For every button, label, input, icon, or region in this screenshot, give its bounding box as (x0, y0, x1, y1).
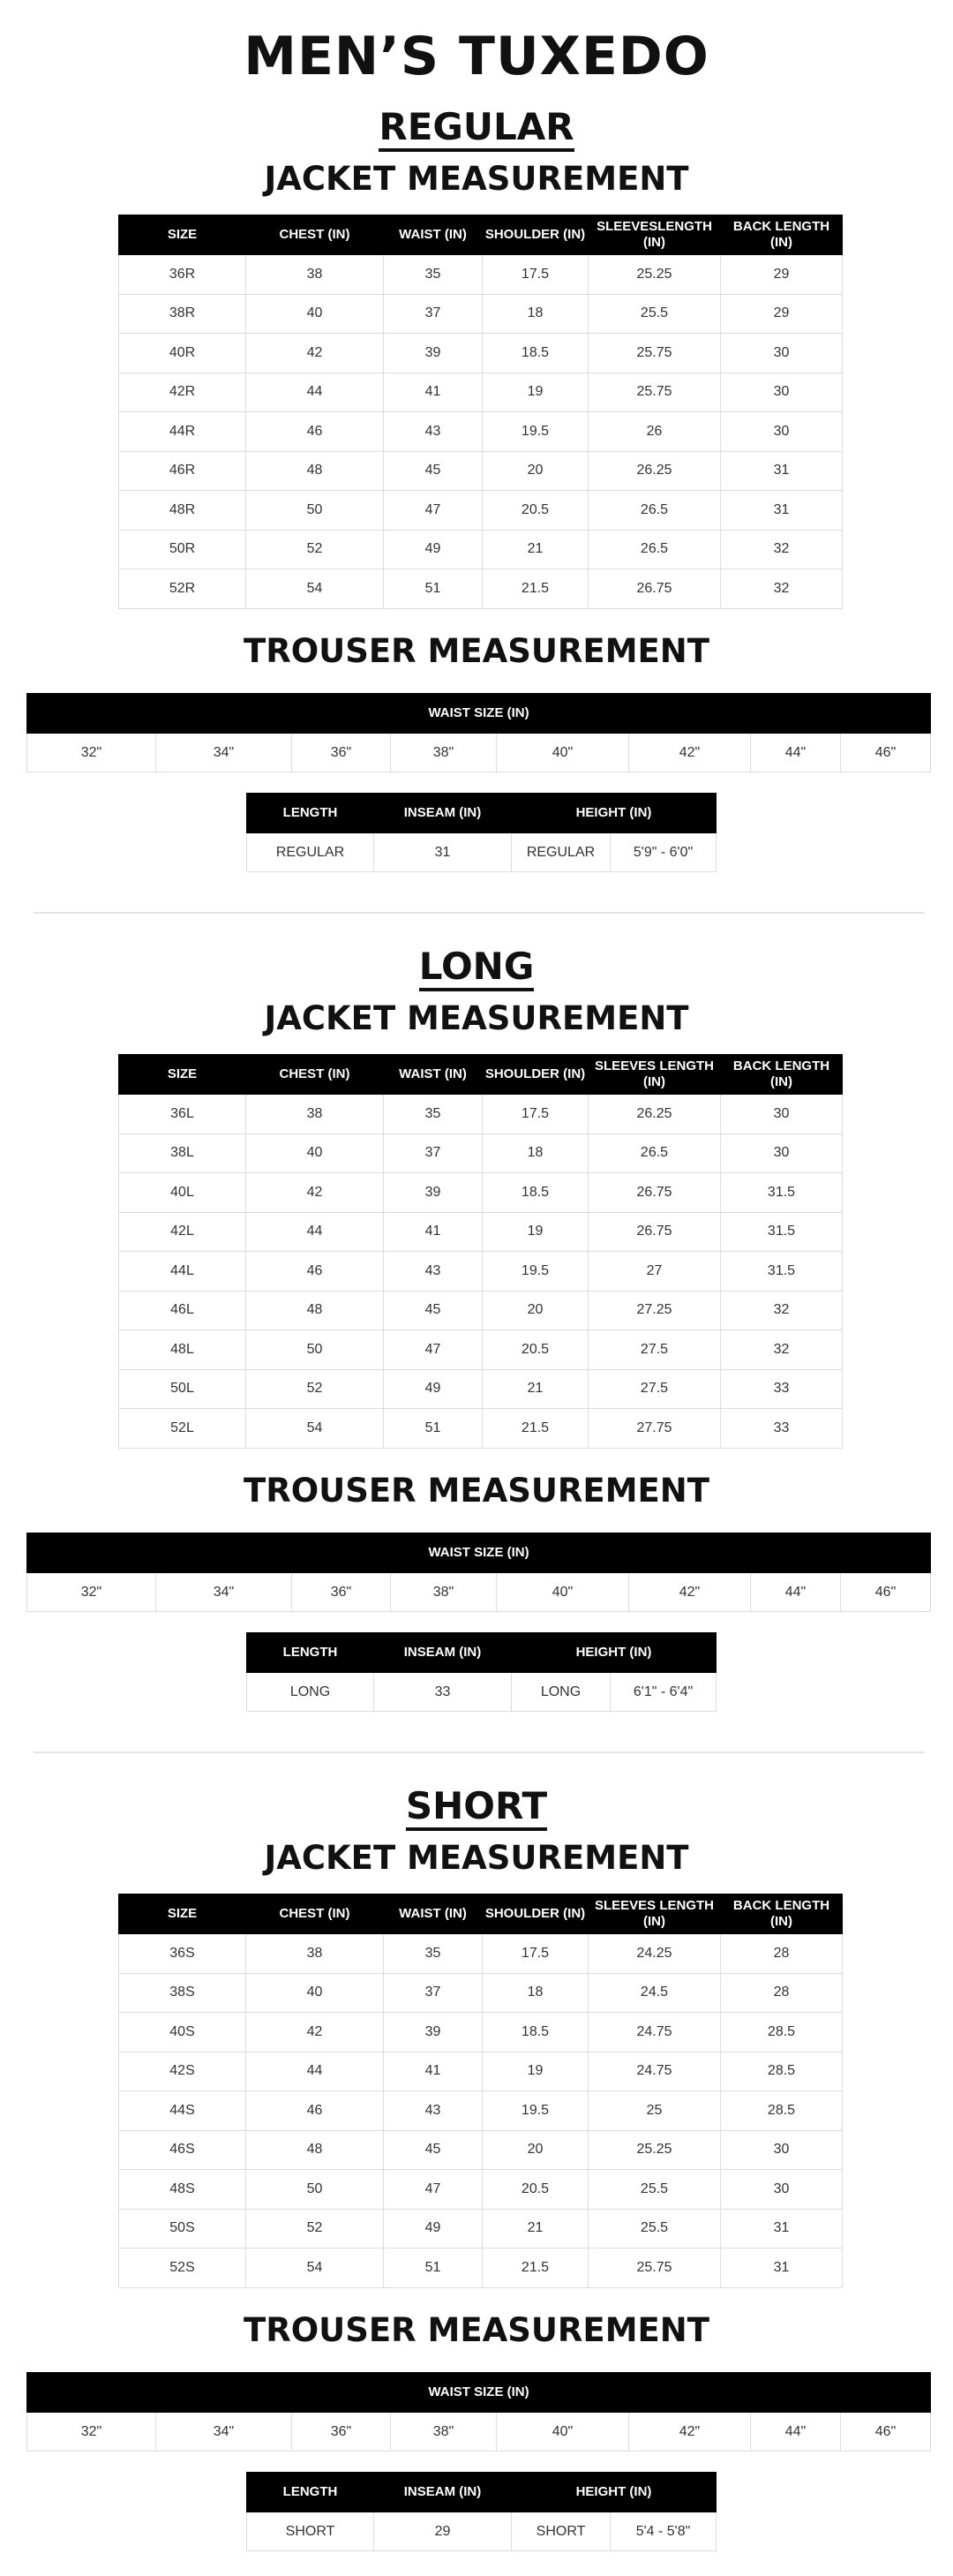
table-cell: 51 (384, 2248, 483, 2288)
column-header: SLEEVES LENGTH (IN) (589, 1894, 721, 1934)
table-cell: 26.5 (589, 491, 721, 531)
column-header: SLEEVES LENGTH (IN) (589, 1055, 721, 1095)
waist-size-header: WAIST SIZE (IN) (27, 694, 931, 734)
table-row (119, 294, 843, 334)
table-cell: 25.5 (589, 2170, 721, 2210)
table-cell: 31 (721, 2248, 843, 2288)
table-cell: 42 (246, 2013, 384, 2053)
table-cell: 44 (246, 373, 384, 412)
column-header: BACK LENGTH (IN) (721, 215, 843, 255)
table-cell: REGULAR (512, 833, 611, 872)
table-cell: 45 (384, 2130, 483, 2170)
column-header: WAIST (IN) (384, 215, 483, 255)
table-cell: 44 (246, 1212, 384, 1252)
waist-size-header: WAIST SIZE (IN) (27, 1533, 931, 1573)
table-cell: 49 (384, 530, 483, 569)
table-cell: 26.75 (589, 1212, 721, 1252)
table-cell: 20 (483, 1291, 589, 1330)
table-row (119, 255, 843, 295)
table-cell: 28 (721, 1934, 843, 1974)
table-cell: 39 (384, 334, 483, 373)
column-header: BACK LENGTH (IN) (721, 1894, 843, 1934)
table-cell: 52R (119, 569, 246, 609)
table-cell: 48 (246, 2130, 384, 2170)
waist-size-cell: 40" (497, 2413, 629, 2452)
table-cell: 52L (119, 1409, 246, 1449)
table-cell: 36L (119, 1095, 246, 1134)
column-header: SLEEVESLENGTH (IN) (589, 215, 721, 255)
column-header: HEIGHT (IN) (512, 794, 717, 833)
table-cell: 18.5 (483, 334, 589, 373)
table-cell: 50 (246, 1330, 384, 1370)
table-cell: 24.5 (589, 1973, 721, 2013)
table-cell: 27.25 (589, 1291, 721, 1330)
length-inseam-table (246, 793, 717, 872)
table-cell: 29 (721, 255, 843, 295)
table-cell: 28 (721, 1973, 843, 2013)
table-cell: 29 (374, 2512, 512, 2551)
column-header: INSEAM (IN) (374, 794, 512, 833)
table-cell: 41 (384, 373, 483, 412)
waist-size-cell: 46" (841, 734, 931, 772)
section-title (0, 1783, 953, 1829)
table-cell: 33 (374, 1673, 512, 1712)
table-cell: 25.75 (589, 2248, 721, 2288)
waist-size-cell: 32" (27, 2413, 156, 2452)
table-row (119, 373, 843, 412)
table-cell: 39 (384, 2013, 483, 2053)
table-cell: 52S (119, 2248, 246, 2288)
table-cell: 19 (483, 1212, 589, 1252)
waist-size-cell: 34" (156, 734, 292, 772)
waist-size-cell: 32" (27, 734, 156, 772)
table-cell: 21.5 (483, 2248, 589, 2288)
table-row (247, 833, 717, 872)
waist-size-cell: 46" (841, 2413, 931, 2452)
waist-size-cell: 40" (497, 734, 629, 772)
table-cell: 37 (384, 294, 483, 334)
table-cell: 44L (119, 1252, 246, 1292)
table-cell: 35 (384, 1095, 483, 1134)
table-cell: 46 (246, 1252, 384, 1292)
table-cell: LONG (247, 1673, 374, 1712)
table-row (27, 2413, 931, 2452)
table-row (119, 1095, 843, 1134)
column-header: LENGTH (247, 794, 374, 833)
table-cell: 46 (246, 412, 384, 452)
table-cell: 50 (246, 491, 384, 531)
waist-size-cell: 42" (629, 2413, 751, 2452)
table-cell: 30 (721, 1134, 843, 1173)
table-row (119, 1934, 843, 1974)
table-cell: 31 (374, 833, 512, 872)
waist-size-cell: 46" (841, 1573, 931, 1612)
table-cell: 31 (721, 451, 843, 491)
table-cell: 19.5 (483, 412, 589, 452)
column-header: WAIST (IN) (384, 1894, 483, 1934)
table-row (119, 334, 843, 373)
table-cell: 38R (119, 294, 246, 334)
table-cell: 37 (384, 1973, 483, 2013)
table-cell: 47 (384, 2170, 483, 2210)
waist-size-cell: 34" (156, 2413, 292, 2452)
table-cell: 31 (721, 491, 843, 531)
column-header: SIZE (119, 215, 246, 255)
table-row (119, 412, 843, 452)
table-cell: 18 (483, 1973, 589, 2013)
table-cell: 30 (721, 2130, 843, 2170)
table-cell: 31.5 (721, 1173, 843, 1213)
column-header: LENGTH (247, 2473, 374, 2512)
table-header-row (119, 215, 843, 255)
waist-size-cell: 38" (391, 2413, 497, 2452)
table-cell: 27.5 (589, 1330, 721, 1370)
table-cell: 43 (384, 2091, 483, 2131)
waist-size-cell: 44" (751, 2413, 841, 2452)
table-row (119, 1291, 843, 1330)
table-cell: 48S (119, 2170, 246, 2210)
table-cell: 19 (483, 373, 589, 412)
table-row (119, 2209, 843, 2248)
table-cell: 28.5 (721, 2052, 843, 2091)
table-cell: 38L (119, 1134, 246, 1173)
page-title: MEN’S TUXEDO (244, 26, 709, 87)
table-row (119, 2130, 843, 2170)
table-row (119, 451, 843, 491)
table-cell: 38 (246, 1095, 384, 1134)
section-title-text: REGULAR (379, 105, 574, 152)
waist-size-table (26, 2372, 931, 2452)
table-row (119, 1134, 843, 1173)
table-cell: 32 (721, 569, 843, 609)
table-cell: 42R (119, 373, 246, 412)
table-cell: 40 (246, 1134, 384, 1173)
jacket-measurement-title: JACKET MEASUREMENT (264, 1839, 689, 1877)
table-cell: 17.5 (483, 1095, 589, 1134)
column-header: SHOULDER (IN) (483, 215, 589, 255)
table-cell: 38S (119, 1973, 246, 2013)
column-header: INSEAM (IN) (374, 1633, 512, 1673)
table-header-row (119, 1894, 843, 1934)
table-cell: 40 (246, 294, 384, 334)
table-header-row (247, 794, 717, 833)
table-cell: 30 (721, 2170, 843, 2210)
waist-size-cell: 42" (629, 734, 751, 772)
table-cell: 18.5 (483, 1173, 589, 1213)
table-cell: 44R (119, 412, 246, 452)
column-header: HEIGHT (IN) (512, 1633, 717, 1673)
table-cell: 39 (384, 1173, 483, 1213)
column-header: WAIST (IN) (384, 1055, 483, 1095)
length-inseam-table (246, 2472, 717, 2551)
table-cell: 26.5 (589, 530, 721, 569)
column-header: LENGTH (247, 1633, 374, 1673)
table-cell: 32 (721, 530, 843, 569)
table-cell: 52 (246, 1369, 384, 1409)
column-header: HEIGHT (IN) (512, 2473, 717, 2512)
table-cell: 6'1" - 6'4" (611, 1673, 717, 1712)
table-cell: 20 (483, 2130, 589, 2170)
trouser-measurement-title: TROUSER MEASUREMENT (243, 632, 709, 670)
section-title (0, 944, 953, 990)
table-cell: 26.75 (589, 569, 721, 609)
waist-size-table (26, 1533, 931, 1612)
waist-size-cell: 36" (292, 1573, 391, 1612)
column-header: CHEST (IN) (246, 215, 384, 255)
section-divider (34, 1751, 925, 1753)
table-cell: 32 (721, 1330, 843, 1370)
table-cell: 51 (384, 1409, 483, 1449)
table-header-row (27, 694, 931, 734)
column-header: BACK LENGTH (IN) (721, 1055, 843, 1095)
table-cell: 38 (246, 1934, 384, 1974)
table-cell: 17.5 (483, 1934, 589, 1974)
table-row (247, 2512, 717, 2551)
table-cell: 24.75 (589, 2013, 721, 2053)
table-cell: 33 (721, 1369, 843, 1409)
table-cell: 24.75 (589, 2052, 721, 2091)
table-cell: 36R (119, 255, 246, 295)
table-cell: 46L (119, 1291, 246, 1330)
table-cell: SHORT (512, 2512, 611, 2551)
table-cell: 5'9" - 6'0" (611, 833, 717, 872)
waist-size-cell: 36" (292, 734, 391, 772)
table-header-row (119, 1055, 843, 1095)
table-cell: 48 (246, 1291, 384, 1330)
table-cell: 20.5 (483, 1330, 589, 1370)
table-row (119, 2170, 843, 2210)
table-cell: 37 (384, 1134, 483, 1173)
table-row (119, 1212, 843, 1252)
column-header: SHOULDER (IN) (483, 1055, 589, 1095)
table-row (119, 1973, 843, 2013)
waist-size-cell: 42" (629, 1573, 751, 1612)
table-cell: 35 (384, 1934, 483, 1974)
table-cell: 50S (119, 2209, 246, 2248)
table-cell: 45 (384, 1291, 483, 1330)
table-row (119, 1409, 843, 1449)
length-inseam-table (246, 1632, 717, 1712)
table-cell: 20 (483, 451, 589, 491)
table-cell: 18 (483, 1134, 589, 1173)
table-cell: 20.5 (483, 2170, 589, 2210)
section-title (0, 104, 953, 150)
table-row (119, 2091, 843, 2131)
table-row (119, 1369, 843, 1409)
table-cell: 40R (119, 334, 246, 373)
section-divider (34, 912, 925, 914)
table-cell: 49 (384, 1369, 483, 1409)
table-row (119, 2248, 843, 2288)
waist-size-cell: 40" (497, 1573, 629, 1612)
table-cell: 41 (384, 1212, 483, 1252)
table-cell: 25.25 (589, 255, 721, 295)
trouser-measurement-title: TROUSER MEASUREMENT (243, 1472, 709, 1510)
table-row (27, 734, 931, 772)
table-cell: 25.5 (589, 294, 721, 334)
table-cell: 29 (721, 294, 843, 334)
table-cell: 27.75 (589, 1409, 721, 1449)
section-title-text: LONG (419, 945, 535, 991)
table-cell: 21 (483, 1369, 589, 1409)
table-cell: 21.5 (483, 1409, 589, 1449)
table-cell: 25.25 (589, 2130, 721, 2170)
table-cell: 35 (384, 255, 483, 295)
jacket-table (118, 215, 843, 609)
table-cell: 25.75 (589, 334, 721, 373)
table-cell: 19 (483, 2052, 589, 2091)
table-cell: 26.5 (589, 1134, 721, 1173)
waist-size-cell: 44" (751, 734, 841, 772)
jacket-measurement-title: JACKET MEASUREMENT (264, 999, 689, 1037)
section-title-text: SHORT (406, 1784, 547, 1831)
table-cell: 47 (384, 491, 483, 531)
table-cell: 40 (246, 1973, 384, 2013)
table-cell: 45 (384, 451, 483, 491)
table-cell: 44S (119, 2091, 246, 2131)
table-cell: SHORT (247, 2512, 374, 2551)
table-cell: 38 (246, 255, 384, 295)
table-cell: 18.5 (483, 2013, 589, 2053)
table-row (119, 1330, 843, 1370)
table-row (119, 2013, 843, 2053)
table-cell: 27 (589, 1252, 721, 1292)
table-cell: 30 (721, 412, 843, 452)
table-cell: 26.75 (589, 1173, 721, 1213)
table-cell: 41 (384, 2052, 483, 2091)
table-cell: 50 (246, 2170, 384, 2210)
table-cell: 24.25 (589, 1934, 721, 1974)
waist-size-cell: 38" (391, 1573, 497, 1612)
table-cell: 18 (483, 294, 589, 334)
column-header: SIZE (119, 1894, 246, 1934)
waist-size-cell: 44" (751, 1573, 841, 1612)
table-cell: 21.5 (483, 569, 589, 609)
table-row (247, 1673, 717, 1712)
table-cell: 30 (721, 334, 843, 373)
table-cell: 31 (721, 2209, 843, 2248)
table-cell: 26.25 (589, 1095, 721, 1134)
table-cell: 43 (384, 412, 483, 452)
table-cell: 44 (246, 2052, 384, 2091)
table-cell: 19.5 (483, 1252, 589, 1292)
table-cell: 17.5 (483, 255, 589, 295)
table-cell: 26.25 (589, 451, 721, 491)
table-cell: 54 (246, 2248, 384, 2288)
table-cell: 25 (589, 2091, 721, 2131)
table-cell: 19.5 (483, 2091, 589, 2131)
table-cell: 48R (119, 491, 246, 531)
table-cell: 28.5 (721, 2091, 843, 2131)
table-cell: 36S (119, 1934, 246, 1974)
jacket-table (118, 1054, 843, 1449)
table-cell: 42S (119, 2052, 246, 2091)
table-cell: 52 (246, 2209, 384, 2248)
jacket-table (118, 1894, 843, 2288)
table-cell: 33 (721, 1409, 843, 1449)
table-cell: 40L (119, 1173, 246, 1213)
waist-size-table (26, 693, 931, 772)
table-cell: 5'4 - 5'8" (611, 2512, 717, 2551)
table-row (119, 1173, 843, 1213)
table-cell: 42 (246, 1173, 384, 1213)
table-cell: 32 (721, 1291, 843, 1330)
table-cell: 48 (246, 451, 384, 491)
waist-size-header: WAIST SIZE (IN) (27, 2373, 931, 2413)
table-cell: 46S (119, 2130, 246, 2170)
table-row (119, 491, 843, 531)
column-header: CHEST (IN) (246, 1894, 384, 1934)
table-row (119, 569, 843, 609)
table-cell: 47 (384, 1330, 483, 1370)
waist-size-cell: 32" (27, 1573, 156, 1612)
table-row (119, 2052, 843, 2091)
table-cell: 46 (246, 2091, 384, 2131)
table-cell: 42 (246, 334, 384, 373)
table-row (27, 1573, 931, 1612)
table-cell: 40S (119, 2013, 246, 2053)
table-cell: 54 (246, 569, 384, 609)
waist-size-cell: 36" (292, 2413, 391, 2452)
column-header: SIZE (119, 1055, 246, 1095)
table-cell: 31.5 (721, 1212, 843, 1252)
table-cell: 26 (589, 412, 721, 452)
table-cell: 28.5 (721, 2013, 843, 2053)
table-cell: 42L (119, 1212, 246, 1252)
table-cell: 49 (384, 2209, 483, 2248)
table-cell: 20.5 (483, 491, 589, 531)
column-header: INSEAM (IN) (374, 2473, 512, 2512)
table-cell: 48L (119, 1330, 246, 1370)
table-cell: LONG (512, 1673, 611, 1712)
table-header-row (247, 2473, 717, 2512)
table-cell: 52 (246, 530, 384, 569)
table-cell: 54 (246, 1409, 384, 1449)
table-cell: 21 (483, 2209, 589, 2248)
table-header-row (247, 1633, 717, 1673)
table-cell: 30 (721, 373, 843, 412)
table-cell: 21 (483, 530, 589, 569)
column-header: CHEST (IN) (246, 1055, 384, 1095)
waist-size-cell: 34" (156, 1573, 292, 1612)
column-header: SHOULDER (IN) (483, 1894, 589, 1934)
trouser-measurement-title: TROUSER MEASUREMENT (243, 2311, 709, 2349)
table-cell: 50L (119, 1369, 246, 1409)
table-cell: 46R (119, 451, 246, 491)
table-cell: 50R (119, 530, 246, 569)
table-cell: 25.75 (589, 373, 721, 412)
table-cell: 43 (384, 1252, 483, 1292)
waist-size-cell: 38" (391, 734, 497, 772)
table-cell: 25.5 (589, 2209, 721, 2248)
table-cell: 51 (384, 569, 483, 609)
table-cell: REGULAR (247, 833, 374, 872)
table-row (119, 530, 843, 569)
table-header-row (27, 2373, 931, 2413)
table-cell: 27.5 (589, 1369, 721, 1409)
table-row (119, 1252, 843, 1292)
jacket-measurement-title: JACKET MEASUREMENT (264, 160, 689, 198)
table-header-row (27, 1533, 931, 1573)
table-cell: 30 (721, 1095, 843, 1134)
table-cell: 31.5 (721, 1252, 843, 1292)
